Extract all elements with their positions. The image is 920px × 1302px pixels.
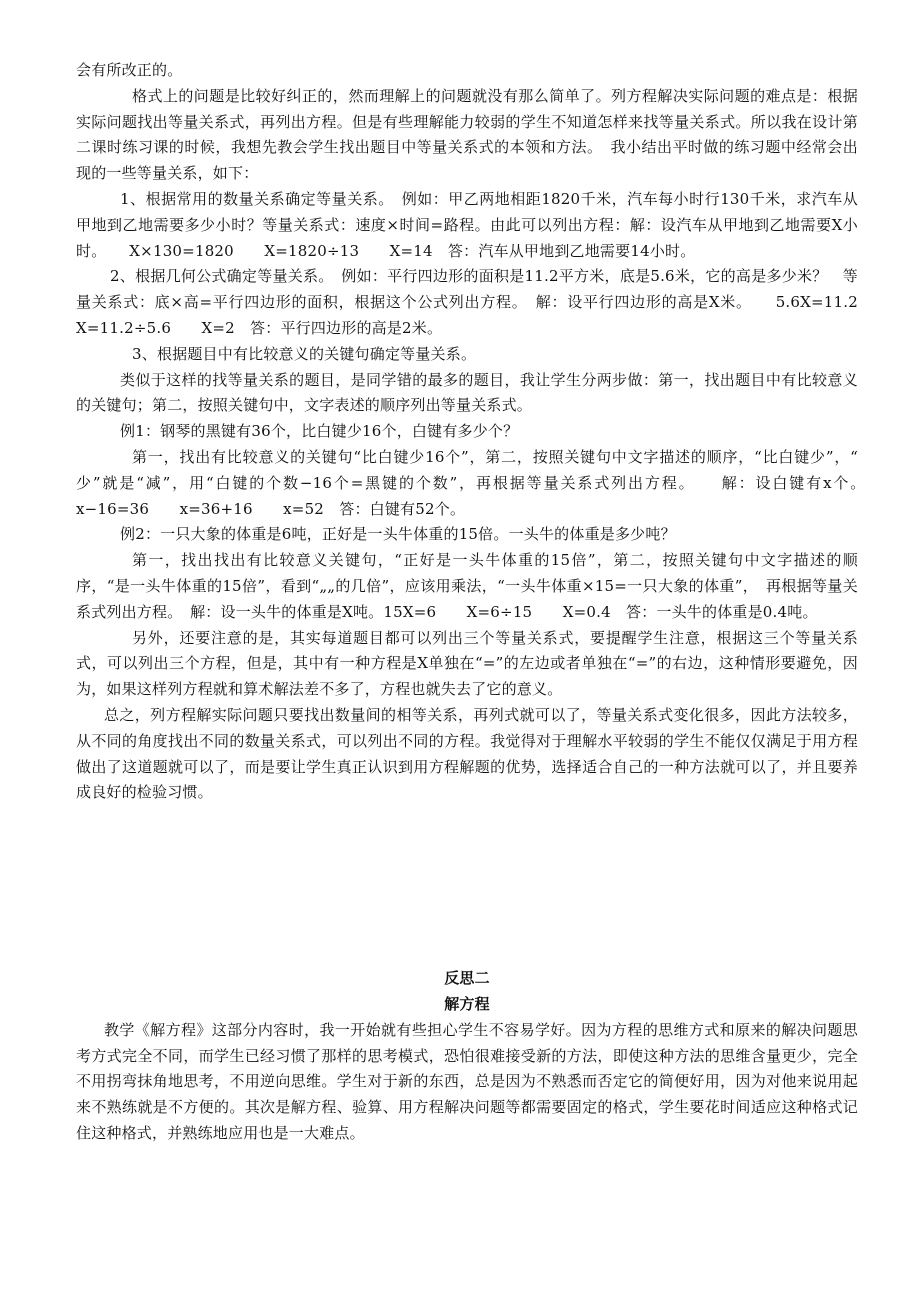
paragraph-example-2: 例2：一只大象的体重是6吨，正好是一头牛体重的15倍。一头牛的体重是多少吨？ [120,525,676,544]
paragraph-continuation: 会有所改正的。 [76,61,183,79]
paragraph-format-issue: 格式上的问题是比较好纠正的，然而理解上的问题就没有那么简单了。列方程解决实际问题的难点是：根据实际问题找出等量关系式，再列出方程。但是有些理解能力较弱的学生不知道怎样来找等量关系式。所以我在设计第二课时练习课的时候，我想先教会学生找出题目中等量关系式的本领和方法。 我小结出平时做的练习题中经常会出现的一些等量关系，如下： [76,86,858,183]
paragraph-note: 另外，还要注意的是，其实每道题目都可以列出三个等量关系式，要提醒学生注意，根据这三个等量关系式，可以列出三个方程，但是，其中有一种方程是X单独在“=”的左边或者单独在“=”的右边，这种情形要避免，因为，如果这样列方程就和算术解法差不多了，方程也就失去了它的意义。 [76,628,858,699]
paragraph-example-1-solution: 第一，找出有比较意义的关键句“比白键少16个”，第二，按照关键句中文字描述的顺序，“比白键少”，“ 少”就是“减”，用“白键的个数−16个=黑键的个数”，再根据等量关系式列出方程。 解：设白键有x个。 x−16=36 x=36+16 x=52 答：白键有52个。 [76,447,889,518]
paragraph-summary: 总之，列方程解实际问题只要找出数量间的相等关系，再列式就可以了，等量关系式变化很多，因此方法较多，从不同的角度找出不同的数量关系式，可以列出不同的方程。我觉得对于理解水平较弱的学生不能仅仅满足于用方程做出了这道题就可以了，而是要让学生真正认识到用方程解题的优势，选择适合自己的一种方法就可以了，并且要养成良好的检验习惯。 [76,705,858,802]
paragraph-rule-1: 1、根据常用的数量关系确定等量关系。 例如：甲乙两地相距1820千米，汽车每小时行130千米，求汽车从甲地到乙地需要多少小时？等量关系式：速度×时间=路程。由此可以列出方程：解：设汽车从甲地到乙地需要X小时。 X×130=1820 X=1820÷13 X=14 答：汽车从甲地到乙地需要14小时。 [76,189,858,260]
section-subtitle: 解方程 [444,994,490,1013]
paragraph-rule-2: 2、根据几何公式确定等量关系。 例如：平行四边形的面积是11.2平方米，底是5.6米，它的高是多少米？ 等量关系式：底×高=平行四边形的面积，根据这个公式列出方程。 解：设平行四边形的高是X米。 5.6X=11.2 X=11.2÷5.6 X=2 答：平行四边形的高是2米。 [76,267,889,337]
paragraph-two-steps: 类似于这样的找等量关系的题目，是同学错的最多的题目，我让学生分两步做：第一，找出题目中有比较意义的关键句；第二，按照关键句中，文字表述的顺序列出等量关系式。 [76,370,858,415]
section-gap [76,806,858,966]
document-page [76,58,889,1147]
paragraph-reflection-2: 教学《解方程》这部分内容时，我一开始就有些担心学生不容易学好。因为方程的思维方式和原来的解决问题思考方式完全不同，而学生已经习惯了那样的思考模式，恐怕很难接受新的方法，即使这种方法的思维含量更少，完全不用拐弯抹角地思考，不用逆向思维。学生对于新的东西，总是因为不熟悉而否定它的简便好用，因为对他来说用起来不熟练就是不方便的。其次是解方程、验算、用方程解决问题等都需要固定的格式，学生要花时间适应这种格式记住这种格式，并熟练地应用也是一大难点。 [76,1020,858,1142]
paragraph-rule-3: 3、根据题目中有比较意义的关键句确定等量关系。 [132,344,477,363]
paragraph-example-2-solution: 第一，找出找出有比较意义关键句，“正好是一头牛体重的15倍”，第二，按照关键句中文字描述的顺序，“是一头牛体重的15倍”，看到“„„的几倍”，应该用乘法，“一头牛体重×15=一只大象的体重”， 再根据等量关系式列出方程。 解：设一头牛的体重是X吨。15X=6 X=6÷15 X=0.4 答：一头牛的体重是0.4吨。 [76,551,858,621]
paragraph-example-1: 例1：钢琴的黑键有36个，比白键少16个，白键有多少个？ [120,422,519,441]
section-title: 反思二 [444,969,490,988]
